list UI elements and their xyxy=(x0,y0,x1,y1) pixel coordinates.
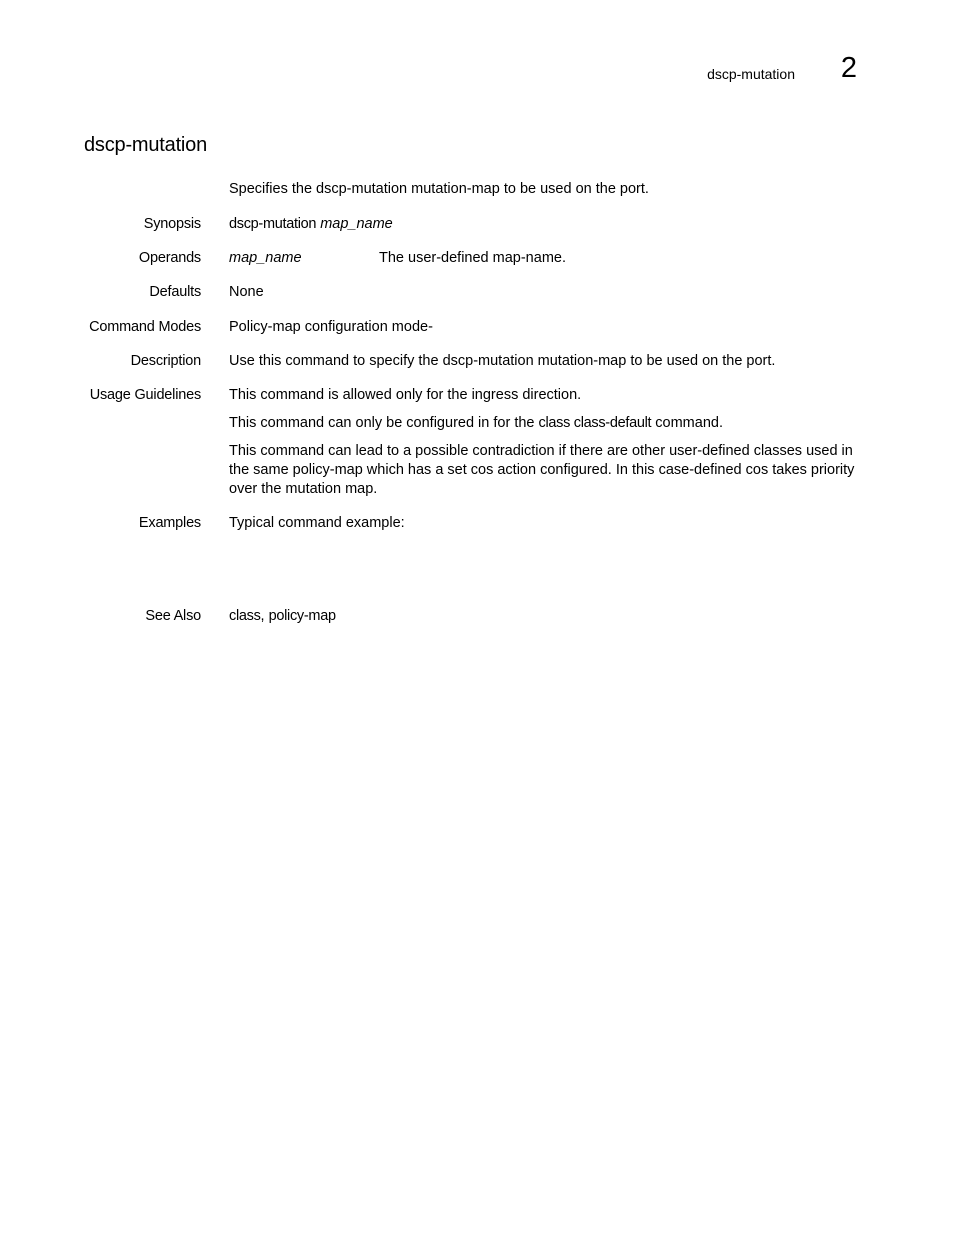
command-modes-label: Command Modes xyxy=(89,319,201,335)
see-also-link-class[interactable]: class xyxy=(229,608,261,624)
usage-paragraph-2-after: command. xyxy=(651,415,723,431)
see-also-link-policy-map[interactable]: policy-map xyxy=(268,608,336,624)
see-also-label: See Also xyxy=(145,608,201,624)
synopsis-argument: map_name xyxy=(320,216,393,232)
operands-body xyxy=(229,249,869,268)
synopsis-label: Synopsis xyxy=(143,216,201,232)
usage-paragraph-3: This command can lead to a possible contradiction if there are other user-defined classes used in the same policy-map which has a set cos action configured. In this case-defined cos takes priority over the mutation map. xyxy=(229,443,855,497)
operand-name: map_name xyxy=(229,250,302,266)
synopsis-command: dscp-mutation xyxy=(229,216,317,232)
running-header xyxy=(600,52,860,92)
usage-guidelines-body xyxy=(229,386,869,508)
usage-class-default-command: class class-default xyxy=(538,415,652,431)
usage-paragraph-2 xyxy=(229,414,869,433)
command-modes-value: Policy-map configuration mode- xyxy=(229,319,433,335)
synopsis-body xyxy=(229,215,869,234)
examples-value: Typical command example: xyxy=(229,515,405,531)
description-value: Use this command to specify the dscp-mutation mutation-map to be used on the port. xyxy=(229,353,776,369)
defaults-label: Defaults xyxy=(149,284,201,300)
see-also-body xyxy=(229,607,869,626)
running-title: dscp-mutation xyxy=(707,66,795,82)
operands-label: Operands xyxy=(138,250,201,266)
see-also-separator: , xyxy=(260,608,269,624)
usage-paragraph-1: This command is allowed only for the ingress direction. xyxy=(229,387,582,403)
usage-paragraph-2-before: This command can only be configured in for the xyxy=(229,415,539,431)
description-label: Description xyxy=(130,353,201,369)
defaults-value: None xyxy=(229,284,264,300)
intro-text: Specifies the dscp-mutation mutation-map to be used on the port. xyxy=(229,181,649,197)
usage-guidelines-label: Usage Guidelines xyxy=(89,387,201,403)
examples-label: Examples xyxy=(138,515,201,531)
chapter-number: 2 xyxy=(840,52,857,84)
operand-description: The user-defined map-name. xyxy=(379,250,566,266)
page-title: dscp-mutation xyxy=(84,134,208,156)
